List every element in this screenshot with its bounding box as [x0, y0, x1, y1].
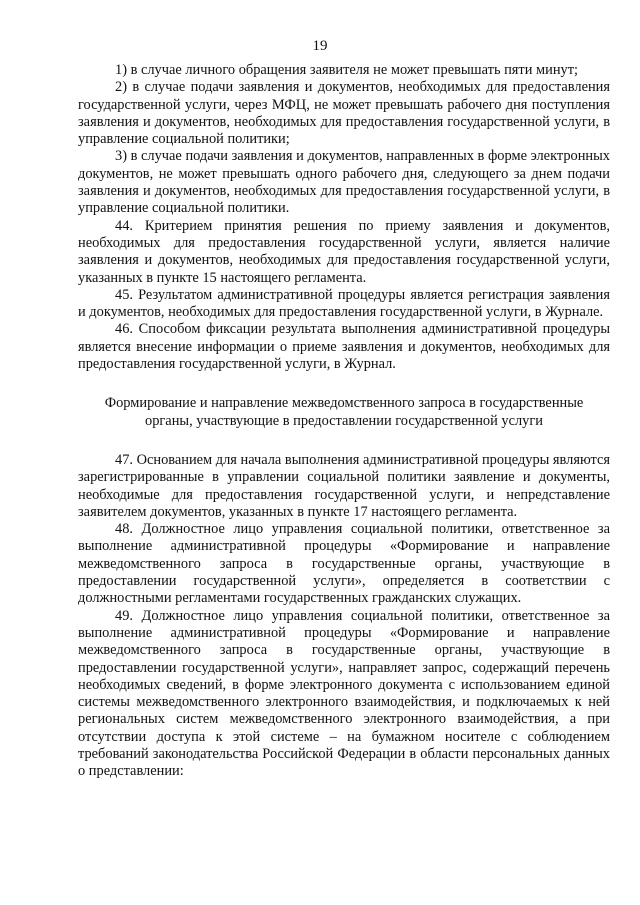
paragraph-47: 47. Основанием для начала выполнения административной процедуры являются зарегистрированные в управлении социальной политики заявление и документы, необходимые для предоставления государственной услуги, и непредставление заявителем документов, указанных в пункте 17 настоящего регламента. — [78, 451, 610, 520]
page-number: 19 — [312, 38, 328, 54]
section-heading: Формирование и направление межведомственного запроса в государственные органы, участвующие в предоставлении государственной услуги — [104, 395, 584, 429]
paragraph-44: 44. Критерием принятия решения по приему заявления и документов, необходимых для предоставления государственной услуги, является наличие заявления и документов, необходимых для предоставления государственной услуги, указанных в пункте 15 настоящего регламента. — [78, 217, 610, 286]
paragraph-2-mfc-submission: 2) в случае подачи заявления и документов, необходимых для предоставления государственной услуги, через МФЦ, не может превышать рабочего дня поступления заявления и документов, необходимых для предоставления государственной услуги, в управление социальной политики; — [78, 79, 610, 148]
paragraph-48: 48. Должностное лицо управления социальной политики, ответственное за выполнение административной процедуры «Формирование и направление межведомственного запроса в государственные органы, участвующие в предоставлении государственной услуги», определяется в соответствии с должностными регламентами государственных гражданских служащих. — [78, 521, 610, 607]
paragraph-46: 46. Способом фиксации результата выполнения административной процедуры является внесение информации о приеме заявления и документов, необходимых для предоставления государственной услуги, в Журнал. — [78, 321, 610, 373]
paragraph-1-personal-visit: 1) в случае личного обращения заявителя не может превышать пяти минут; — [115, 62, 579, 78]
paragraph-45: 45. Результатом административной процедуры является регистрация заявления и документов, необходимых для предоставления государственной услуги, в Журнале. — [78, 286, 610, 321]
paragraph-49: 49. Должностное лицо управления социальной политики, ответственное за выполнение административной процедуры «Формирование и направление межведомственного запроса в государственные органы, участвующие в предоставлении государственной услуги», направляет запрос, содержащий перечень необходимых сведений, в форме электронного документа с использованием единой системы межведомственного электронного взаимодействия, и подключаемых к ней региональных систем межведомственного электронного взаимодействия, а при отсутствии доступа к этой системе – на бумажном носителе с соблюдением требований законодательства Российской Федерации в области персональных данных о представлении: — [78, 607, 610, 780]
paragraph-3-electronic-submission: 3) в случае подачи заявления и документов, направленных в форме электронных документов, не может превышать одного рабочего дня, следующего за днем подачи заявления и документов, необходимых для предоставления государственной услуги, в управление социальной политики. — [78, 148, 610, 217]
document-body — [78, 62, 610, 781]
